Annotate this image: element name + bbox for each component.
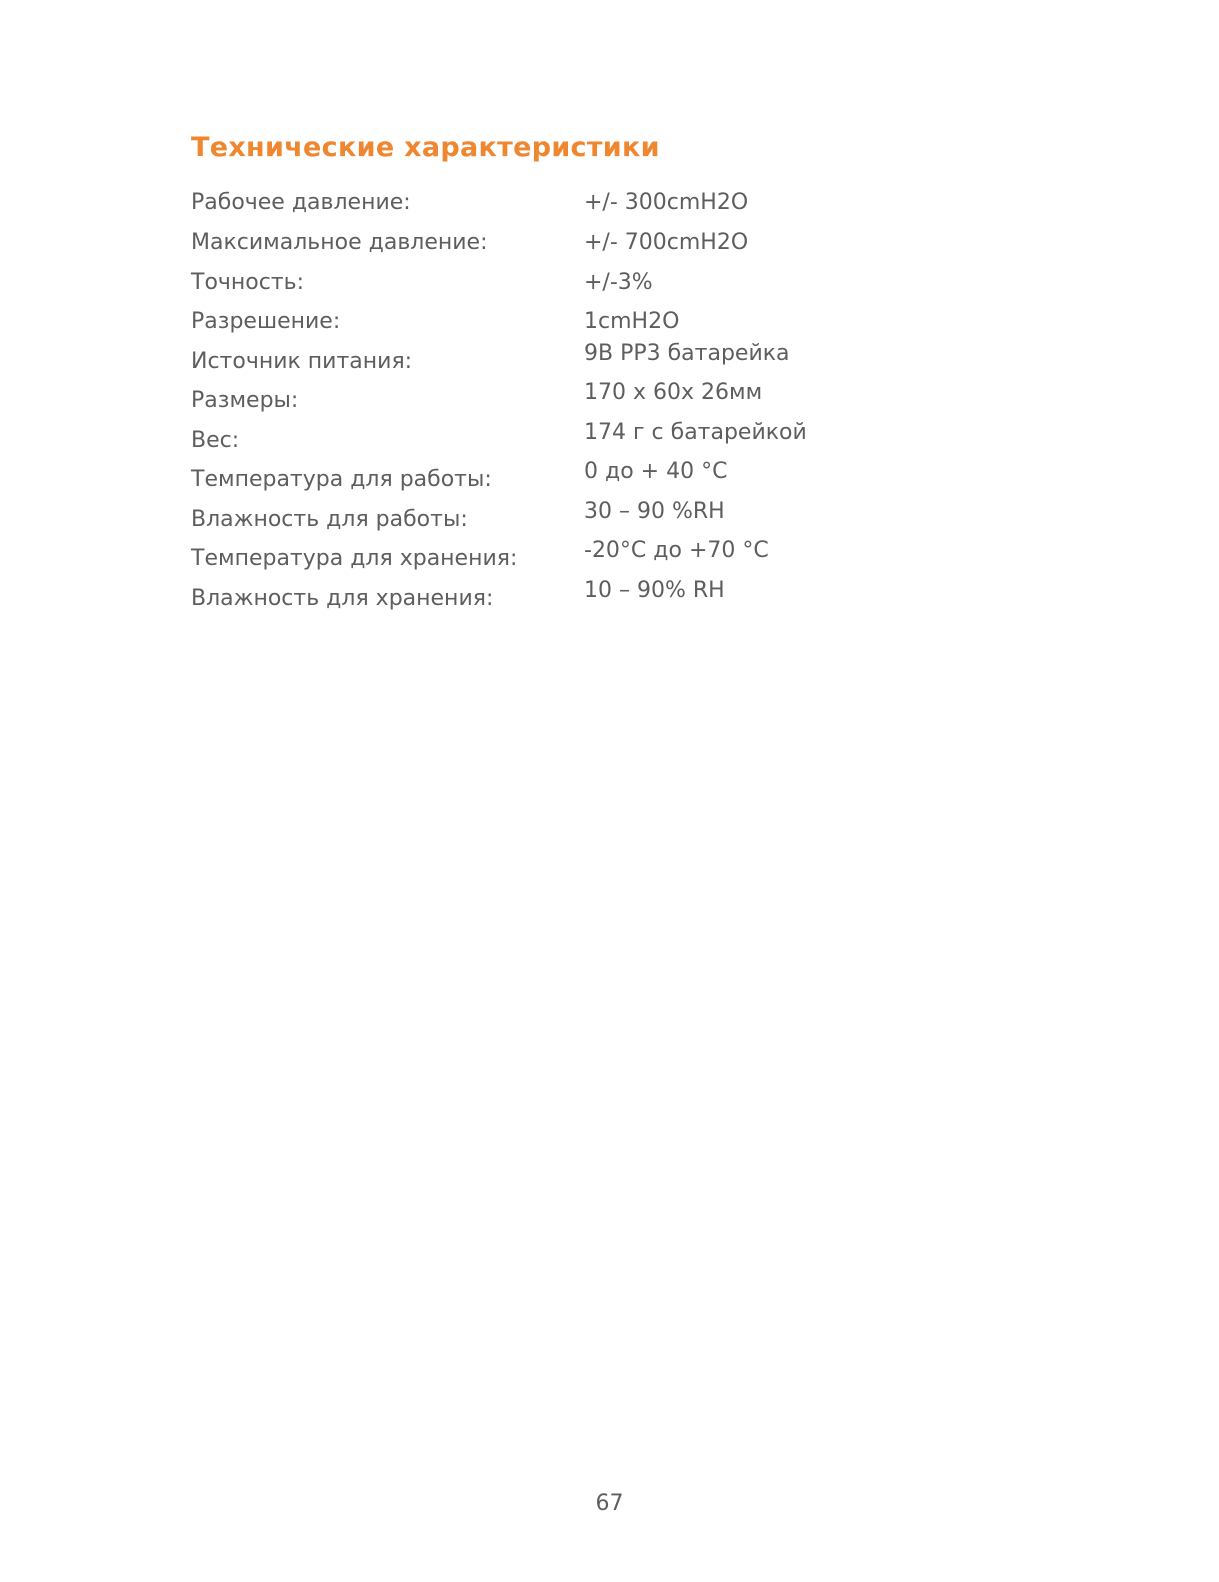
spec-label-resolution: Разрешение: [191, 309, 341, 334]
spec-label-storage-humidity: Влажность для хранения: [191, 586, 494, 611]
spec-value-operating-temperature: 0 до + 40 °C [584, 459, 728, 484]
spec-value-operating-humidity: 30 – 90 %RH [584, 499, 725, 524]
spec-value-max-pressure: +/- 700cmH2O [584, 230, 749, 255]
spec-value-resolution: 1cmH2O [584, 309, 680, 334]
spec-value-power-source: 9B PP3 батарейка [584, 341, 790, 366]
spec-label-max-pressure: Максимальное давление: [191, 230, 488, 255]
spec-label-accuracy: Точность: [191, 270, 305, 295]
spec-value-storage-humidity: 10 – 90% RH [584, 578, 725, 603]
spec-value-dimensions: 170 x 60x 26мм [584, 380, 763, 405]
spec-label-operating-pressure: Рабочее давление: [191, 190, 411, 215]
spec-value-weight: 174 г с батарейкой [584, 420, 807, 445]
spec-label-operating-temperature: Температура для работы: [191, 467, 492, 492]
spec-label-operating-humidity: Влажность для работы: [191, 507, 468, 532]
spec-value-operating-pressure: +/- 300cmH2O [584, 190, 749, 215]
spec-label-storage-temperature: Температура для хранения: [191, 546, 518, 571]
page-title: Технические характеристики [191, 132, 660, 163]
spec-value-storage-temperature: -20°C до +70 °C [584, 538, 769, 563]
spec-label-power-source: Источник питания: [191, 349, 413, 374]
page-number: 67 [595, 1491, 624, 1516]
spec-label-weight: Вес: [191, 428, 240, 453]
spec-value-accuracy: +/-3% [584, 270, 653, 295]
spec-label-dimensions: Размеры: [191, 388, 299, 413]
